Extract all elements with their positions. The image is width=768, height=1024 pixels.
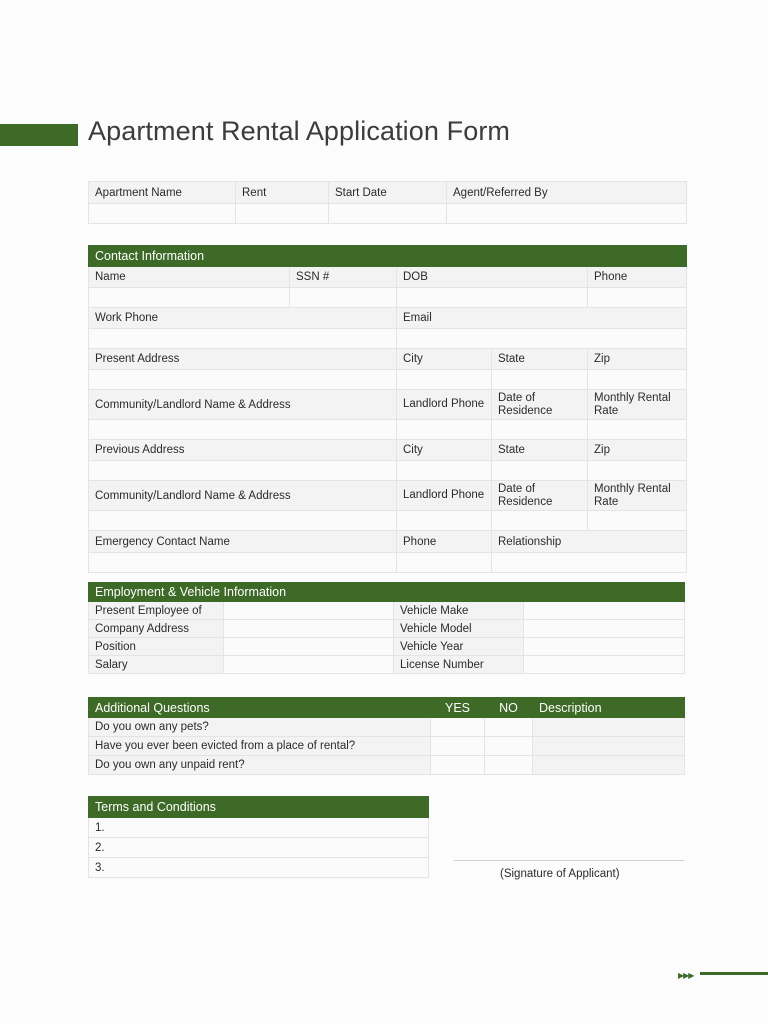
present-employee-field[interactable] <box>224 602 394 620</box>
previous-zip-field[interactable] <box>588 461 687 481</box>
start-date-label: Start Date <box>329 182 447 204</box>
agent-label: Agent/Referred By <box>447 182 687 204</box>
previous-monthly-rate-field[interactable] <box>588 511 687 531</box>
present-state-label: State <box>492 349 588 370</box>
previous-state-label: State <box>492 440 588 461</box>
additional-section-heading: Additional Questions <box>89 698 431 718</box>
terms-item-1: 1. <box>89 818 429 838</box>
present-address-field[interactable] <box>89 370 397 390</box>
present-address-label: Present Address <box>89 349 397 370</box>
apartment-name-field[interactable] <box>89 204 236 224</box>
ssn-label: SSN # <box>290 267 397 288</box>
vehicle-year-field[interactable] <box>524 638 685 656</box>
present-city-field[interactable] <box>397 370 492 390</box>
present-employee-label: Present Employee of <box>89 602 224 620</box>
evicted-no-cell[interactable] <box>485 737 533 756</box>
signature-line[interactable] <box>454 860 684 861</box>
unpaid-rent-no-cell[interactable] <box>485 756 533 775</box>
position-field[interactable] <box>224 638 394 656</box>
current-landlord-field[interactable] <box>89 420 397 440</box>
company-address-field[interactable] <box>224 620 394 638</box>
license-number-field[interactable] <box>524 656 685 674</box>
previous-city-field[interactable] <box>397 461 492 481</box>
previous-date-of-residence-field[interactable] <box>492 511 588 531</box>
present-city-label: City <box>397 349 492 370</box>
unpaid-rent-description-cell[interactable] <box>533 756 685 775</box>
current-monthly-rate-label: Monthly Rental Rate <box>588 390 687 420</box>
employment-section-heading: Employment & Vehicle Information <box>89 583 685 602</box>
ssn-field[interactable] <box>290 288 397 308</box>
current-landlord-phone-label: Landlord Phone <box>397 390 492 420</box>
previous-landlord-phone-label: Landlord Phone <box>397 481 492 511</box>
terms-item-2: 2. <box>89 838 429 858</box>
page-title: Apartment Rental Application Form <box>88 116 510 146</box>
position-label: Position <box>89 638 224 656</box>
agent-field[interactable] <box>447 204 687 224</box>
header-fields-table <box>88 181 687 224</box>
start-date-field[interactable] <box>329 204 447 224</box>
question-pets: Do you own any pets? <box>89 718 431 737</box>
vehicle-make-label: Vehicle Make <box>394 602 524 620</box>
evicted-description-cell[interactable] <box>533 737 685 756</box>
pets-yes-cell[interactable] <box>431 718 485 737</box>
previous-date-of-residence-label: Date of Residence <box>492 481 588 511</box>
question-unpaid-rent: Do you own any unpaid rent? <box>89 756 431 775</box>
previous-landlord-field[interactable] <box>89 511 397 531</box>
previous-state-field[interactable] <box>492 461 588 481</box>
salary-label: Salary <box>89 656 224 674</box>
company-address-label: Company Address <box>89 620 224 638</box>
dob-field[interactable] <box>397 288 588 308</box>
pets-no-cell[interactable] <box>485 718 533 737</box>
title-accent-bar <box>0 124 78 146</box>
previous-address-field[interactable] <box>89 461 397 481</box>
previous-monthly-rate-label: Monthly Rental Rate <box>588 481 687 511</box>
rent-field[interactable] <box>236 204 329 224</box>
vehicle-make-field[interactable] <box>524 602 685 620</box>
evicted-yes-cell[interactable] <box>431 737 485 756</box>
current-landlord-phone-field[interactable] <box>397 420 492 440</box>
footer-accent-line <box>700 972 768 975</box>
salary-field[interactable] <box>224 656 394 674</box>
license-number-label: License Number <box>394 656 524 674</box>
previous-landlord-label: Community/Landlord Name & Address <box>89 481 397 511</box>
vehicle-model-label: Vehicle Model <box>394 620 524 638</box>
phone-field[interactable] <box>588 288 687 308</box>
work-phone-field[interactable] <box>89 329 397 349</box>
description-column-header: Description <box>533 698 685 718</box>
previous-address-label: Previous Address <box>89 440 397 461</box>
previous-landlord-phone-field[interactable] <box>397 511 492 531</box>
vehicle-year-label: Vehicle Year <box>394 638 524 656</box>
name-field[interactable] <box>89 288 290 308</box>
current-date-of-residence-field[interactable] <box>492 420 588 440</box>
additional-questions-table <box>88 697 685 775</box>
emergency-phone-label: Phone <box>397 531 492 553</box>
apartment-name-label: Apartment Name <box>89 182 236 204</box>
terms-table <box>88 796 429 878</box>
pets-description-cell[interactable] <box>533 718 685 737</box>
dob-label: DOB <box>397 267 588 288</box>
footer-chevrons-decoration: ▶▶▶ <box>678 971 694 980</box>
contact-information-table <box>88 245 687 573</box>
yes-column-header: YES <box>431 698 485 718</box>
email-field[interactable] <box>397 329 687 349</box>
present-state-field[interactable] <box>492 370 588 390</box>
emergency-contact-label: Emergency Contact Name <box>89 531 397 553</box>
emergency-phone-field[interactable] <box>397 553 492 573</box>
no-column-header: NO <box>485 698 533 718</box>
phone-label: Phone <box>588 267 687 288</box>
work-phone-label: Work Phone <box>89 308 397 329</box>
contact-section-heading: Contact Information <box>89 246 687 267</box>
terms-item-3: 3. <box>89 858 429 878</box>
current-landlord-label: Community/Landlord Name & Address <box>89 390 397 420</box>
question-evicted: Have you ever been evicted from a place of rental? <box>89 737 431 756</box>
name-label: Name <box>89 267 290 288</box>
emergency-contact-field[interactable] <box>89 553 397 573</box>
relationship-field[interactable] <box>492 553 687 573</box>
unpaid-rent-yes-cell[interactable] <box>431 756 485 775</box>
rent-label: Rent <box>236 182 329 204</box>
present-zip-field[interactable] <box>588 370 687 390</box>
previous-zip-label: Zip <box>588 440 687 461</box>
previous-city-label: City <box>397 440 492 461</box>
email-label: Email <box>397 308 687 329</box>
terms-section-heading: Terms and Conditions <box>89 797 429 818</box>
current-monthly-rate-field[interactable] <box>588 420 687 440</box>
relationship-label: Relationship <box>492 531 687 553</box>
present-zip-label: Zip <box>588 349 687 370</box>
employment-vehicle-table <box>88 582 685 674</box>
current-date-of-residence-label: Date of Residence <box>492 390 588 420</box>
signature-label: (Signature of Applicant) <box>500 868 620 880</box>
vehicle-model-field[interactable] <box>524 620 685 638</box>
